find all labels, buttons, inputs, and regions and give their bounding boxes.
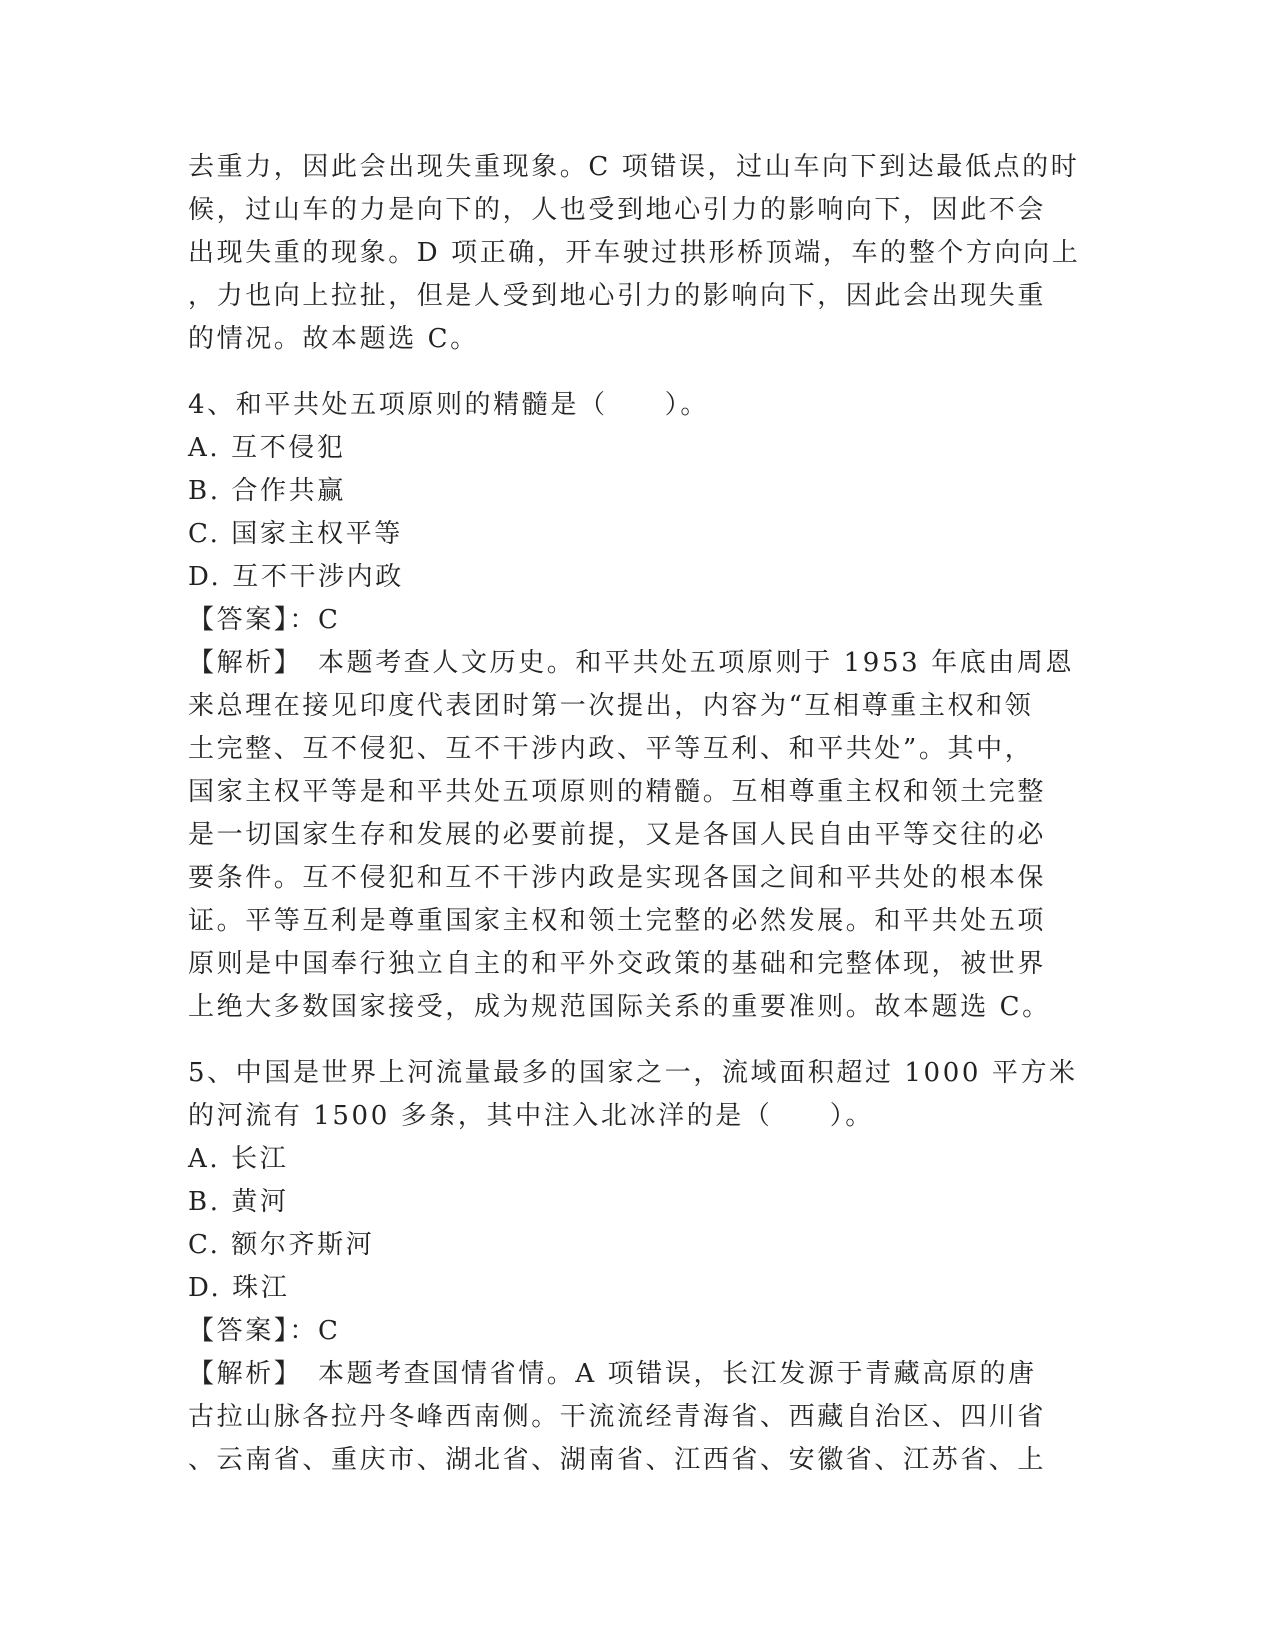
paragraph-line: 要条件。互不侵犯和互不干涉内政是实现各国之间和平共处的根本保 — [188, 863, 1047, 893]
question-5-stem: 5、中国是世界上河流量最多的国家之一，流域面积超过 1000 平方米 — [188, 1058, 1078, 1088]
paragraph-line: 证。平等互利是尊重国家主权和领土完整的必然发展。和平共处五项 — [188, 906, 1047, 936]
question-4-stem: 4、和平共处五项原则的精髓是（ ）。 — [188, 390, 709, 420]
question-5-option-c: C. 额尔齐斯河 — [188, 1230, 375, 1260]
question-4-option-b: B. 合作共赢 — [188, 476, 346, 506]
paragraph-line: 古拉山脉各拉丹冬峰西南侧。干流流经青海省、西藏自治区、四川省 — [188, 1402, 1047, 1432]
paragraph-line: ，力也向上拉扯，但是人受到地心引力的影响向下，因此会出现失重 — [188, 281, 1047, 311]
paragraph-line: 是一切国家生存和发展的必要前提，又是各国人民自由平等交往的必 — [188, 820, 1047, 850]
paragraph-line: 来总理在接见印度代表团时第一次提出，内容为“互相尊重主权和领 — [188, 691, 1034, 721]
paragraph-line: 的河流有 1500 多条，其中注入北冰洋的是（ ）。 — [188, 1101, 874, 1131]
question-4-option-c: C. 国家主权平等 — [188, 519, 403, 549]
paragraph-line: 原则是中国奉行独立自主的和平外交政策的基础和完整体现，被世界 — [188, 949, 1047, 979]
question-5-answer: 【答案】：C — [188, 1316, 341, 1346]
question-4-option-d: D. 互不干涉内政 — [188, 562, 404, 592]
question-5-option-a: A. 长江 — [188, 1144, 289, 1174]
paragraph-line: 、云南省、重庆市、湖北省、湖南省、江西省、安徽省、江苏省、上 — [188, 1445, 1047, 1475]
paragraph-line: 候，过山车的力是向下的，人也受到地心引力的影响向下，因此不会 — [188, 195, 1047, 225]
question-5-analysis: 【解析】 本题考查国情省情。A 项错误，长江发源于青藏高原的唐 — [188, 1359, 1037, 1389]
paragraph-line: 国家主权平等是和平共处五项原则的精髓。互相尊重主权和领土完整 — [188, 777, 1047, 807]
question-5-option-d: D. 珠江 — [188, 1273, 290, 1303]
paragraph-line: 出现失重的现象。D 项正确，开车驶过拱形桥顶端，车的整个方向向上 — [188, 238, 1081, 268]
paragraph-line: 去重力，因此会出现失重现象。C 项错误，过山车向下到达最低点的时 — [188, 152, 1080, 182]
question-4-option-a: A. 互不侵犯 — [188, 433, 346, 463]
paragraph-line: 土完整、互不侵犯、互不干涉内政、平等互利、和平共处”。其中， — [188, 734, 1034, 764]
paragraph-line: 上绝大多数国家接受，成为规范国际关系的重要准则。故本题选 C。 — [188, 992, 1051, 1022]
paragraph-line: 的情况。故本题选 C。 — [188, 324, 479, 354]
question-4-analysis: 【解析】 本题考查人文历史。和平共处五项原则于 1953 年底由周恩 — [188, 648, 1075, 678]
question-5-option-b: B. 黄河 — [188, 1187, 289, 1217]
question-4-answer: 【答案】：C — [188, 605, 341, 635]
